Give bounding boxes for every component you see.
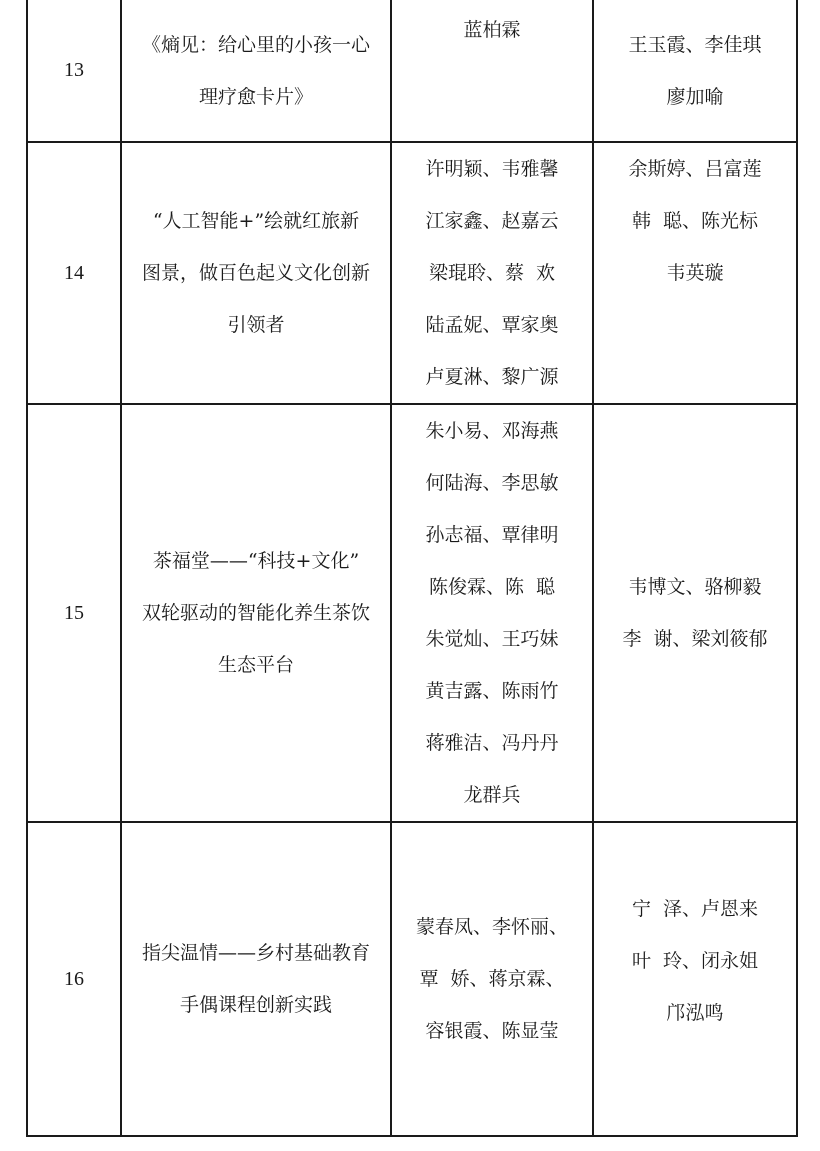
table-row	[27, 142, 797, 404]
table-row	[27, 404, 797, 822]
table-row	[27, 0, 797, 142]
row-number-cell: 13	[27, 0, 121, 142]
member-line: 覃 娇、蒋京霖、	[419, 968, 565, 990]
title-line: 生态平台	[217, 654, 294, 676]
title-line: 图景，做百色起义文化创新	[141, 262, 370, 284]
advisor-line: 宁 泽、卢恩来	[631, 898, 759, 920]
project-title-cell	[121, 822, 391, 1136]
advisors	[594, 19, 796, 123]
title-line: 手偶课程创新实践	[179, 994, 332, 1016]
advisor-line: 李 谢、梁刘筱郁	[622, 628, 768, 650]
project-title-cell	[121, 142, 391, 404]
row-number-cell: 14	[27, 142, 121, 404]
advisors	[594, 883, 796, 1039]
project-title	[122, 195, 390, 351]
award-table	[26, 0, 798, 1137]
title-line: 茶福堂——“科技+文化”	[152, 550, 360, 572]
row-number-cell: 15	[27, 404, 121, 822]
team-members	[392, 405, 592, 821]
advisors-cell	[593, 404, 797, 822]
title-line: 《熵见：给心里的小孩一心	[141, 33, 370, 56]
advisor-line: 韩 聪、陈光标	[631, 210, 759, 232]
member-line: 许明颖、韦雅馨	[425, 158, 559, 180]
team-members	[392, 143, 592, 403]
team-members-cell	[391, 822, 593, 1136]
project-title-cell	[121, 0, 391, 142]
advisor-line: 邝泓鸣	[666, 1002, 724, 1024]
advisor-line: 韦英璇	[666, 262, 724, 284]
member-line: 陆孟妮、覃家奥	[425, 314, 559, 336]
advisors-cell	[593, 822, 797, 1136]
member-line: 朱小易、邓海燕	[425, 420, 559, 442]
project-title	[122, 927, 390, 1031]
member-line: 蓝柏霖	[463, 19, 521, 41]
title-line: “人工智能+”绘就红旅新	[152, 210, 360, 232]
member-line: 孙志福、覃律明	[425, 524, 559, 546]
team-members-cell	[391, 404, 593, 822]
project-title-cell	[121, 404, 391, 822]
advisors	[594, 143, 796, 299]
row-number-cell: 16	[27, 822, 121, 1136]
member-line: 黄吉露、陈雨竹	[425, 680, 559, 702]
advisor-line: 廖加喻	[666, 85, 724, 108]
title-line: 理疗愈卡片》	[198, 85, 313, 108]
member-line: 蒙春凤、李怀丽、	[415, 916, 568, 938]
member-line: 龙群兵	[463, 784, 521, 806]
member-line: 江家鑫、赵嘉云	[425, 210, 559, 232]
project-title	[122, 19, 390, 123]
member-line: 朱觉灿、王巧妹	[425, 628, 559, 650]
table-row	[27, 822, 797, 1136]
title-line: 双轮驱动的智能化养生茶饮	[141, 602, 370, 624]
team-members	[392, 901, 592, 1057]
advisor-line: 余斯婷、吕富莲	[628, 158, 762, 180]
advisors-cell	[593, 0, 797, 142]
member-line: 蒋雅洁、冯丹丹	[425, 732, 559, 754]
member-line: 梁琨聆、蔡 欢	[428, 262, 556, 284]
advisors	[594, 561, 796, 665]
advisor-line: 韦博文、骆柳毅	[628, 576, 762, 598]
title-line: 引领者	[227, 314, 285, 336]
member-line: 陈俊霖、陈 聪	[428, 576, 556, 598]
advisor-line: 叶 玲、闭永姐	[631, 950, 759, 972]
member-line: 容银霞、陈显莹	[425, 1020, 559, 1042]
member-line: 何陆海、李思敏	[425, 472, 559, 494]
team-members-cell	[391, 142, 593, 404]
team-members-cell	[391, 0, 593, 142]
member-line: 卢夏淋、黎广源	[425, 366, 559, 388]
advisors-cell	[593, 142, 797, 404]
team-members	[392, 4, 592, 56]
title-line: 指尖温情——乡村基础教育	[141, 942, 370, 964]
project-title	[122, 535, 390, 691]
advisor-line: 王玉霞、李佳琪	[628, 33, 762, 56]
